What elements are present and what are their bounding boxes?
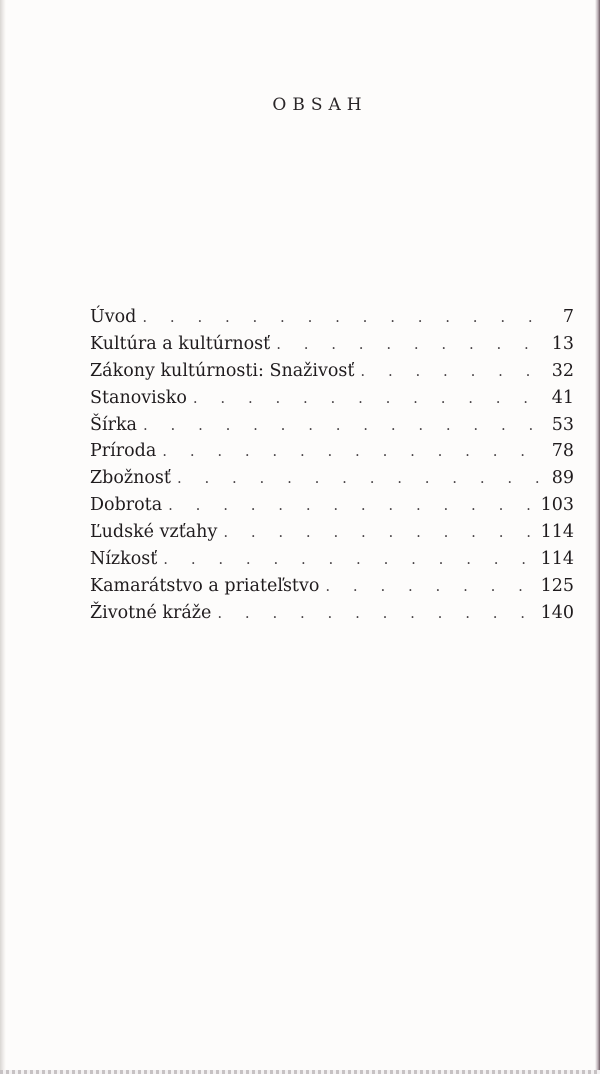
toc-entry-label: Kamarátstvo a priateľstvo [90, 575, 320, 596]
toc-entry-page: 140 [540, 602, 574, 623]
page-left-edge [0, 0, 6, 1074]
toc-entry-label: Zbožnosť [90, 468, 171, 489]
dot-leader [325, 573, 536, 600]
toc-entry-page: 125 [540, 575, 574, 596]
toc-entry-label: Príroda [90, 441, 157, 462]
toc-entry [90, 412, 574, 439]
toc-entry-page: 114 [540, 549, 574, 570]
toc-entry-label: Životné kráže [90, 602, 212, 623]
toc-entry-page: 32 [551, 360, 574, 381]
toc-entry [90, 492, 574, 519]
toc-entry [90, 546, 574, 573]
dot-leader [217, 600, 536, 627]
toc-entry [90, 600, 574, 627]
page-title: OBSAH [272, 95, 368, 115]
toc-entry-label: Dobrota [90, 495, 163, 516]
toc-entry-page: 53 [551, 414, 574, 435]
dot-leader [162, 438, 540, 465]
dot-leader [223, 519, 536, 546]
toc-entry-page: 7 [562, 307, 574, 327]
dot-leader [177, 465, 540, 492]
toc-entry-label: Ľudské vzťahy [90, 522, 218, 543]
toc-entry [90, 385, 574, 412]
toc-entry [90, 465, 574, 492]
toc-entry-page: 103 [540, 495, 574, 516]
toc-entry-label: Stanovisko [90, 387, 187, 408]
toc-entry-page: 41 [551, 387, 574, 408]
dot-leader [168, 492, 536, 519]
dot-leader [142, 304, 540, 331]
toc-entry [90, 519, 574, 546]
toc-entry-label: Nízkosť [90, 549, 158, 570]
toc-entry [90, 573, 574, 600]
toc-entry [90, 304, 574, 331]
dot-leader [193, 385, 540, 412]
toc-entry-label: Šírka [90, 414, 137, 435]
toc-entry-label: Úvod [90, 307, 137, 327]
toc-entry [90, 331, 574, 358]
toc-entry-page: 114 [540, 522, 574, 543]
toc-entry-label: Kultúra a kultúrnosť [90, 333, 271, 354]
table-of-contents [90, 304, 574, 627]
toc-entry-page: 78 [551, 441, 574, 462]
dot-leader [360, 358, 540, 385]
dot-leader [143, 412, 540, 439]
dot-leader [163, 546, 536, 573]
toc-entry-page: 13 [551, 333, 574, 354]
toc-entry-label: Zákony kultúrnosti: Snaživosť [90, 360, 355, 381]
toc-entry-page: 89 [551, 468, 574, 489]
page-bottom-edge [0, 1070, 600, 1074]
toc-entry [90, 438, 574, 465]
page-right-edge [595, 0, 600, 1074]
toc-entry [90, 358, 574, 385]
dot-leader [276, 331, 540, 358]
